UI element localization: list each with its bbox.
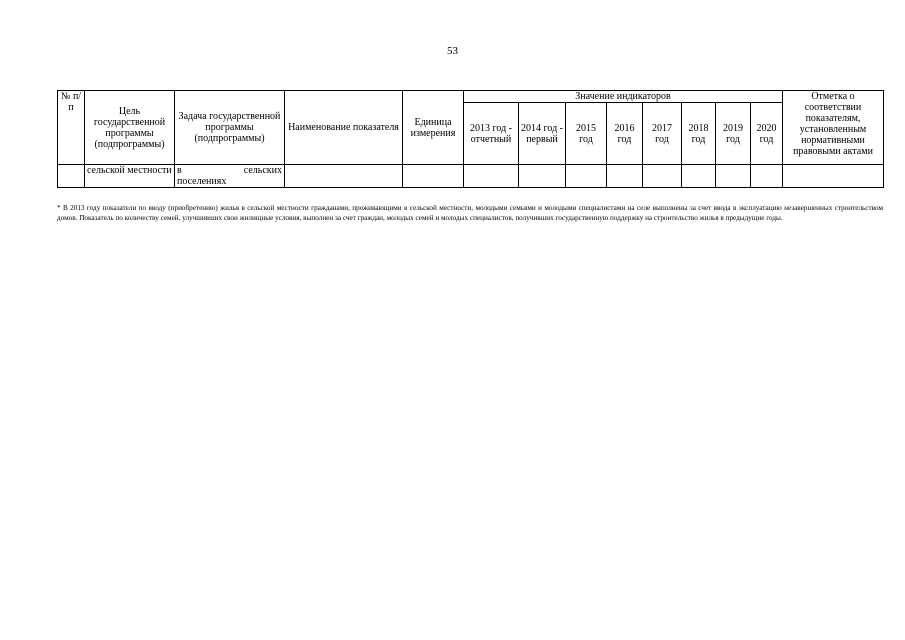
cell-task-word-2: сельских xyxy=(243,165,282,176)
indicators-table xyxy=(57,90,884,188)
header-year-2016: 2016 год xyxy=(607,103,643,165)
header-year-2013: 2013 год - отчетный xyxy=(464,103,519,165)
header-year-2020: 2020 год xyxy=(751,103,783,165)
cell-value-2015 xyxy=(566,165,607,188)
header-unit: Единица измерения xyxy=(403,91,464,165)
footnote: * В 2013 году показатели по вводу (приобретению) жилья в сельской местности гражданами, проживающими в сельской местности, молодыми семьями и молодыми специалистами на селе выполнены за счет ввода в эксплуатацию незавершенных строительством домов. Показатель по количеству семей, улучшивших свои жилищные условия, выполнен за счет граждан, молодых семей и молодых специалистов, получивших государственную поддержку на строительство жилья в предыдущие годы. xyxy=(57,204,883,222)
cell-compliance-mark xyxy=(783,165,884,188)
header-indicator-name: Наименование показателя xyxy=(285,91,403,165)
cell-task-word-1: в xyxy=(177,165,182,176)
cell-task xyxy=(175,165,285,188)
cell-value-2018 xyxy=(682,165,716,188)
cell-task-line-2: поселениях xyxy=(177,176,227,187)
header-year-2015: 2015 год xyxy=(566,103,607,165)
cell-value-2017 xyxy=(643,165,682,188)
header-year-2014: 2014 год - первый xyxy=(519,103,566,165)
page-number: 53 xyxy=(447,45,458,57)
header-indicator-values: Значение индикаторов xyxy=(464,91,783,103)
header-year-2017: 2017 год xyxy=(643,103,682,165)
header-num: № п/п xyxy=(58,91,85,165)
cell-value-2014 xyxy=(519,165,566,188)
header-goal: Цель государственной программы (подпрограммы) xyxy=(85,91,175,165)
cell-num xyxy=(58,165,85,188)
cell-indicator-name xyxy=(285,165,403,188)
header-task: Задача государственной программы (подпрограммы) xyxy=(175,91,285,165)
cell-value-2016 xyxy=(607,165,643,188)
cell-value-2020 xyxy=(751,165,783,188)
table-row xyxy=(58,165,884,188)
cell-value-2013 xyxy=(464,165,519,188)
header-year-2018: 2018 год xyxy=(682,103,716,165)
cell-value-2019 xyxy=(716,165,751,188)
header-compliance-mark: Отметка о соответствии показателям, установленным нормативными правовыми актами xyxy=(783,91,884,165)
cell-goal: сельской местности xyxy=(85,165,175,188)
cell-unit xyxy=(403,165,464,188)
header-year-2019: 2019 год xyxy=(716,103,751,165)
